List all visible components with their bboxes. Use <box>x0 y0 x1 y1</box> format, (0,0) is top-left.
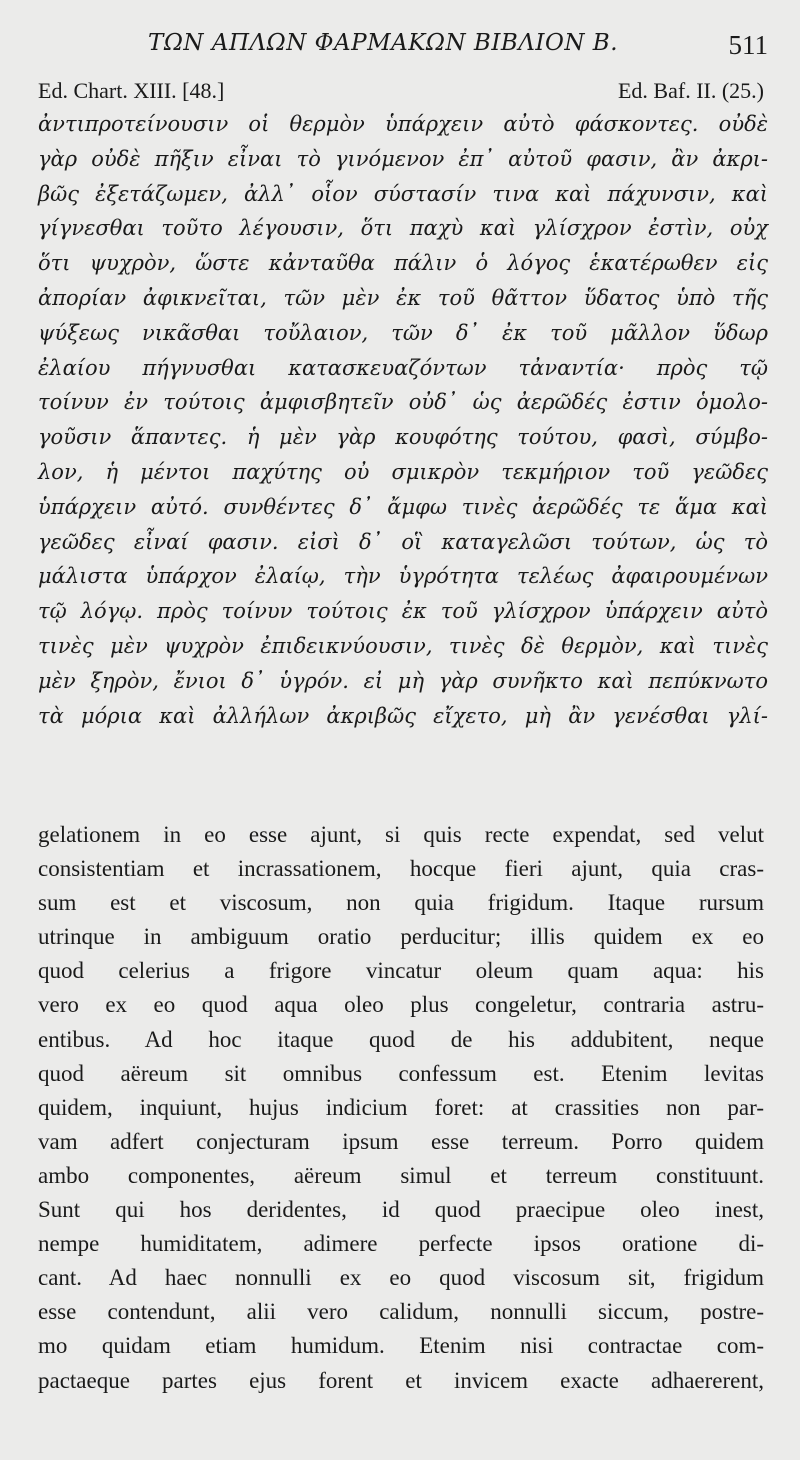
latin-line: vam adfert conjecturam ipsum esse terreum. Porro quidem <box>38 1128 764 1154</box>
running-title: ΤΩΝ ΑΠΛΩΝ ΦΑΡΜΑΚΩΝ ΒΙΒΛΙΟΝ Β. <box>148 30 619 56</box>
latin-line: esse contendunt, alii vero calidum, nonnulli siccum, postre- <box>38 1299 764 1325</box>
latin-line: ambo componentes, aëreum simul et terreum constituunt. <box>38 1162 764 1188</box>
greek-line: μὲν ξηρὸν, ἔνιοι δ᾽ ὑγρόν. εἰ μὴ γὰρ συνῆκτο καὶ πεπύκνωτο <box>38 668 768 693</box>
latin-line: pactaeque partes ejus forent et invicem exacte adhaererent, <box>38 1367 764 1393</box>
greek-line: λον, ἡ μέντοι παχύτης οὐ σμικρὸν τεκμήριον τοῦ γεῶδες <box>38 459 768 484</box>
edition-references <box>0 78 800 108</box>
greek-line: γοῦσιν ἅπαντες. ἡ μὲν γὰρ κουφότης τούτου, φασὶ, σύμβο- <box>38 425 768 450</box>
latin-line: utrinque in ambiguum oratio perducitur; illis quidem ex eo <box>38 924 764 950</box>
latin-line: mo quidam etiam humidum. Etenim nisi contractae com- <box>38 1333 764 1359</box>
latin-line: sum est et viscosum, non quia frigidum. Itaque rursum <box>38 890 764 916</box>
latin-line: cant. Ad haec nonnulli ex eo quod viscosum sit, frigidum <box>38 1265 764 1291</box>
greek-line: βῶς ἐξετάζωμεν, ἀλλ᾽ οἷον σύστασίν τινα καὶ πάχυνσιν, καὶ <box>38 181 768 206</box>
latin-line: gelationem in eo esse ajunt, si quis recte expendat, sed velut <box>38 822 764 847</box>
greek-line: τινὲς μὲν ψυχρὸν ἐπιδεικνύουσιν, τινὲς δὲ θερμὸν, καὶ τινὲς <box>38 633 768 658</box>
page-number: 511 <box>728 30 768 60</box>
greek-text-block <box>38 107 768 733</box>
latin-text-block <box>38 818 764 1398</box>
greek-line: ἀπορίαν ἀφικνεῖται, τῶν μὲν ἐκ τοῦ θᾶττον ὕδατος ὑπὸ τῆς <box>38 285 768 310</box>
greek-line: ἀντιπροτείνουσιν οἱ θερμὸν ὑπάρχειν αὐτὸ φάσκοντες. οὐδὲ <box>38 112 768 136</box>
running-head <box>0 28 800 62</box>
latin-line: nempe humiditatem, adimere perfecte ipsos oratione di- <box>38 1231 764 1257</box>
greek-line: γεῶδες εἶναί φασιν. εἰσὶ δ᾽ οἳ καταγελῶσι τούτων, ὡς τὸ <box>38 529 768 554</box>
greek-line: ἐλαίου πήγνυσθαι κατασκευαζόντων τἀναντία· πρὸς τῷ <box>38 355 768 380</box>
greek-line: μάλιστα ὑπάρχον ἐλαίῳ, τὴν ὑγρότητα τελέως ἀφαιρουμένων <box>38 564 768 589</box>
latin-line: consistentiam et incrassationem, hocque fieri ajunt, quia cras- <box>38 856 764 882</box>
latin-line: quidem, inquiunt, hujus indicium foret: at crassities non par- <box>38 1094 764 1120</box>
latin-line: quod aëreum sit omnibus confessum est. Etenim levitas <box>38 1060 764 1086</box>
latin-line: Sunt qui hos deridentes, id quod praecipue oleo inest, <box>38 1197 764 1223</box>
greek-line: τοίνυν ἐν τούτοις ἀμφισβητεῖν οὐδ᾽ ὡς ἀερῶδές ἐστιν ὁμολο- <box>38 390 768 415</box>
greek-line: τῷ λόγῳ. πρὸς τοίνυν τούτοις ἐκ τοῦ γλίσχρον ὑπάρχειν αὐτὸ <box>38 599 768 624</box>
edition-reference-left: Ed. Chart. XIII. [48.] <box>38 78 225 103</box>
greek-line: γὰρ οὐδὲ πῆξιν εἶναι τὸ γινόμενον ἐπ᾽ αὐτοῦ φασιν, ἂν ἀκρι- <box>38 146 768 171</box>
latin-line: entibus. Ad hoc itaque quod de his addubitent, neque <box>38 1026 764 1052</box>
greek-line: ὅτι ψυχρὸν, ὥστε κἀνταῦθα πάλιν ὁ λόγος ἑκατέρωθεν εἰς <box>38 251 768 276</box>
edition-reference-right: Ed. Baf. II. (25.) <box>617 78 764 103</box>
greek-line: τὰ μόρια καὶ ἀλλήλων ἀκριβῶς εἴχετο, μὴ ἂν γενέσθαι γλί- <box>38 703 768 728</box>
greek-line: γίγνεσθαι τοῦτο λέγουσιν, ὅτι παχὺ καὶ γλίσχρον ἐστὶν, οὐχ <box>38 216 768 241</box>
greek-line: ψύξεως νικᾶσθαι τοὔλαιον, τῶν δ᾽ ἐκ τοῦ μᾶλλον ὕδωρ <box>38 320 768 345</box>
latin-line: quod celerius a frigore vincatur oleum quam aqua: his <box>38 958 764 984</box>
latin-line: vero ex eo quod aqua oleo plus congeletur, contraria astru- <box>38 992 764 1018</box>
greek-line: ὑπάρχειν αὐτό. συνθέντες δ᾽ ἄμφω τινὲς ἀερῶδές τε ἅμα καὶ <box>38 494 768 519</box>
